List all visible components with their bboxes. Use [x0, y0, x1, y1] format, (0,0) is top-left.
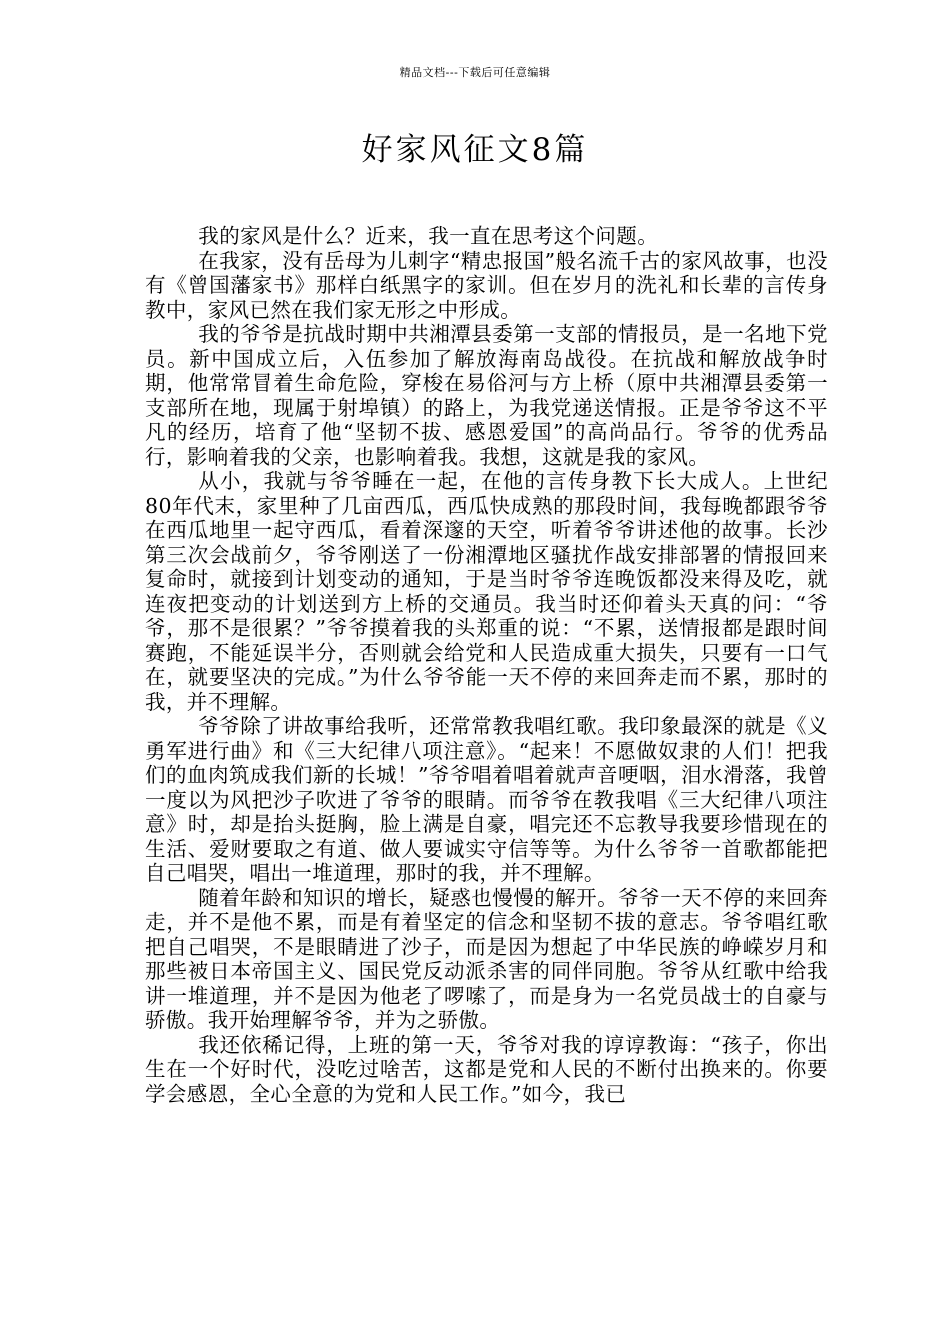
- document-title: 好家风征文8篇: [361, 132, 589, 168]
- paragraph: 我的爷爷是抗战时期中共湘潭县委第一支部的情报员，是一名地下党员。新中国成立后，入伍参加了解放海南岛战役。在抗战和解放战争时期，他常常冒着生命危险，穿梭在易俗河与方上桥（原中共湘潭县委第一支部所在地，现属于射埠镇）的路上，为我党递送情报。正是爷爷这不平凡的经历，培育了他“坚韧不拔、感恩爱国”的高尚品行。爷爷的优秀品行，影响着我的父亲，也影响着我。我想，这就是我的家风。: [145, 322, 828, 469]
- paragraph: 随着年龄和知识的增长，疑惑也慢慢的解开。爷爷一天不停的来回奔走，并不是他不累，而是有着坚定的信念和坚韧不拔的意志。爷爷唱红歌把自己唱哭，不是眼睛进了沙子，而是因为想起了中华民族的峥嵘岁月和那些被日本帝国主义、国民党反动派杀害的同伴同胞。爷爷从红歌中给我讲一堆道理，并不是因为他老了啰嗦了，而是身为一名党员战士的自豪与骄傲。我开始理解爷爷，并为之骄傲。: [145, 885, 828, 1032]
- header-note: 精品文档---下载后可任意编辑: [399, 66, 551, 79]
- paragraph: 在我家，没有岳母为儿刺字“精忠报国”般名流千古的家风故事，也没有《曾国藩家书》那样白纸黑字的家训。但在岁月的洗礼和长辈的言传身教中，家风已然在我们家无形之中形成。: [145, 248, 828, 322]
- paragraph: 爷爷除了讲故事给我听，还常常教我唱红歌。我印象最深的就是《义勇军进行曲》和《三大纪律八项注意》。“起来！不愿做奴隶的人们！把我们的血肉筑成我们新的长城！”爷爷唱着唱着就声音哽咽，泪水滑落，我曾一度以为风把沙子吹进了爷爷的眼睛。而爷爷在教我唱《三大纪律八项注意》时，却是抬头挺胸，脸上满是自豪，唱完还不忘教导我要珍惜现在的生活、爱财要取之有道、做人要诚实守信等等。为什么爷爷一首歌都能把自己唱哭，唱出一堆道理，那时的我，并不理解。: [145, 714, 828, 885]
- document-body: [145, 224, 828, 1106]
- paragraph: 我的家风是什么？近来，我一直在思考这个问题。: [198, 224, 659, 248]
- paragraph: 从小，我就与爷爷睡在一起，在他的言传身教下长大成人。上世纪80年代末，家里种了几亩西瓜，西瓜快成熟的那段时间，我每晚都跟爷爷在西瓜地里一起守西瓜，看着深邃的天空，听着爷爷讲述他的故事。长沙第三次会战前夕，爷爷刚送了一份湘潭地区骚扰作战安排部署的情报回来复命时，就接到计划变动的通知，于是当时爷爷连晚饭都没来得及吃，就连夜把变动的计划送到方上桥的交通员。我当时还仰着头天真的问：“爷爷，那不是很累？”爷爷摸着我的头郑重的说：“不累，送情报都是跟时间赛跑，不能延误半分，否则就会给党和人民造成重大损失，只要有一口气在，就要坚决的完成。”为什么爷爷能一天不停的来回奔走而不累，那时的我，并不理解。: [145, 469, 828, 714]
- paragraph: 我还依稀记得，上班的第一天，爷爷对我的谆谆教诲：“孩子，你出生在一个好时代，没吃过啥苦，这都是党和人民的不断付出换来的。你要学会感恩，全心全意的为党和人民工作。”如今，我已: [145, 1032, 828, 1106]
